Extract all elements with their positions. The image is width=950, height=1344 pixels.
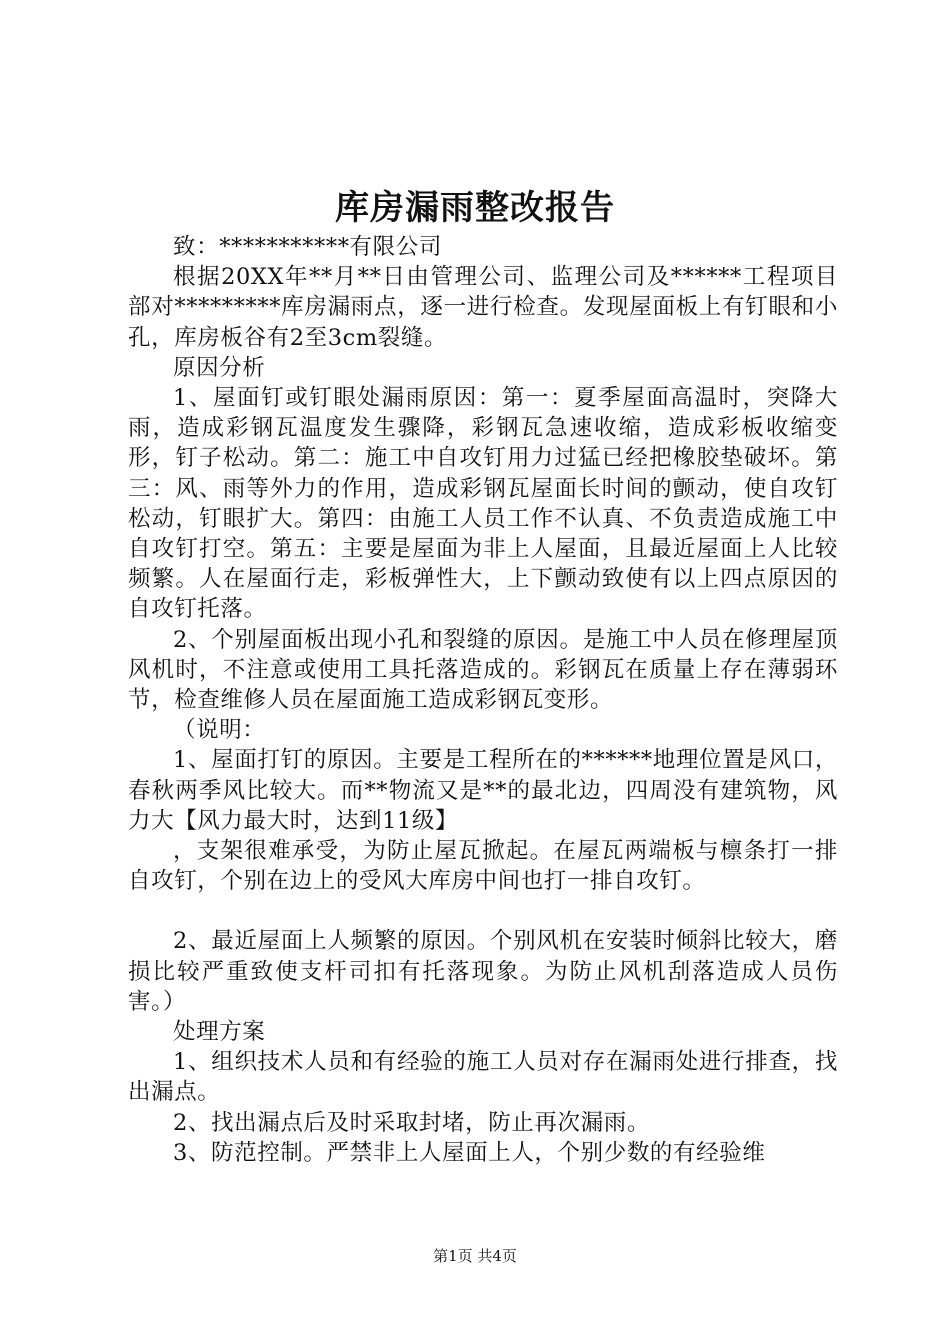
cause-paragraph-1: 1、屋面钉或钉眼处漏雨原因：第一：夏季屋面高温时，突降大雨，造成彩钢瓦温度发生骤降，彩钢瓦急速收缩，造成彩板收缩变形，钉子松动。第二：施工中自攻钉用力过猛已经把橡胶垫破坏。第三：风、雨等外力的作用，造成彩钢瓦屋面长时间的颤动，使自攻钉松动，钉眼扩大。第四：由施工人员工作不认真、不负责造成施工中自攻钉打空。第五：主要是屋面为非上人屋面，且最近屋面上人比较频繁。人在屋面行走，彩板弹性大，上下颤动致使有以上四点原因的自攻钉托落。: [128, 385, 838, 623]
solution-item-2: 2、找出漏点后及时采取封堵，防止再次漏雨。: [173, 1109, 650, 1136]
cause-paragraph-2: 2、个别屋面板出现小孔和裂缝的原因。是施工中人员在修理屋顶风机时，不注意或使用工具托落造成的。彩钢瓦在质量上存在薄弱环节，检查维修人员在屋面施工造成彩钢瓦变形。: [128, 626, 838, 714]
solution-item-3: 3、防范控制。严禁非上人屋面上人，个别少数的有经验维: [173, 1139, 766, 1166]
note-paragraph-1: 1、屋面打钉的原因。主要是工程所在的******地理位置是风口，春秋两季风比较大。而**物流又是**的最北边，四周没有建筑物，风力大【风力最大时，达到11级】: [128, 747, 838, 834]
note-heading: （说明：: [173, 717, 266, 744]
document-body: [128, 232, 838, 1168]
document-title: 库房漏雨整改报告: [335, 188, 615, 228]
note-paragraph-1-cont: ，支架很难承受，为防止屋瓦掀起。在屋瓦两端板与檩条打一排自攻钉，个别在边上的受风大库房中间也打一排自攻钉。: [128, 838, 838, 895]
section-heading-cause: 原因分析: [173, 354, 266, 381]
recipient-line: 致：***********有限公司: [173, 234, 442, 260]
section-heading-solution: 处理方案: [173, 1019, 266, 1046]
note-paragraph-2: 2、最近屋面上人频繁的原因。个别风机在安装时倾斜比较大，磨损比较严重致使支杆司扣有托落现象。为防止风机刮落造成人员伤害。）: [128, 928, 838, 1015]
page-footer: 第1页 共4页: [433, 1247, 517, 1265]
intro-paragraph: 根据20XX年**月**日由管理公司、监理公司及******工程项目部对*********库房漏雨点，逐一进行检查。发现屋面板上有钉眼和小孔，库房板谷有2至3cm裂缝。: [128, 264, 838, 351]
solution-item-1: 1、组织技术人员和有经验的施工人员对存在漏雨处进行排查，找出漏点。: [128, 1049, 838, 1106]
